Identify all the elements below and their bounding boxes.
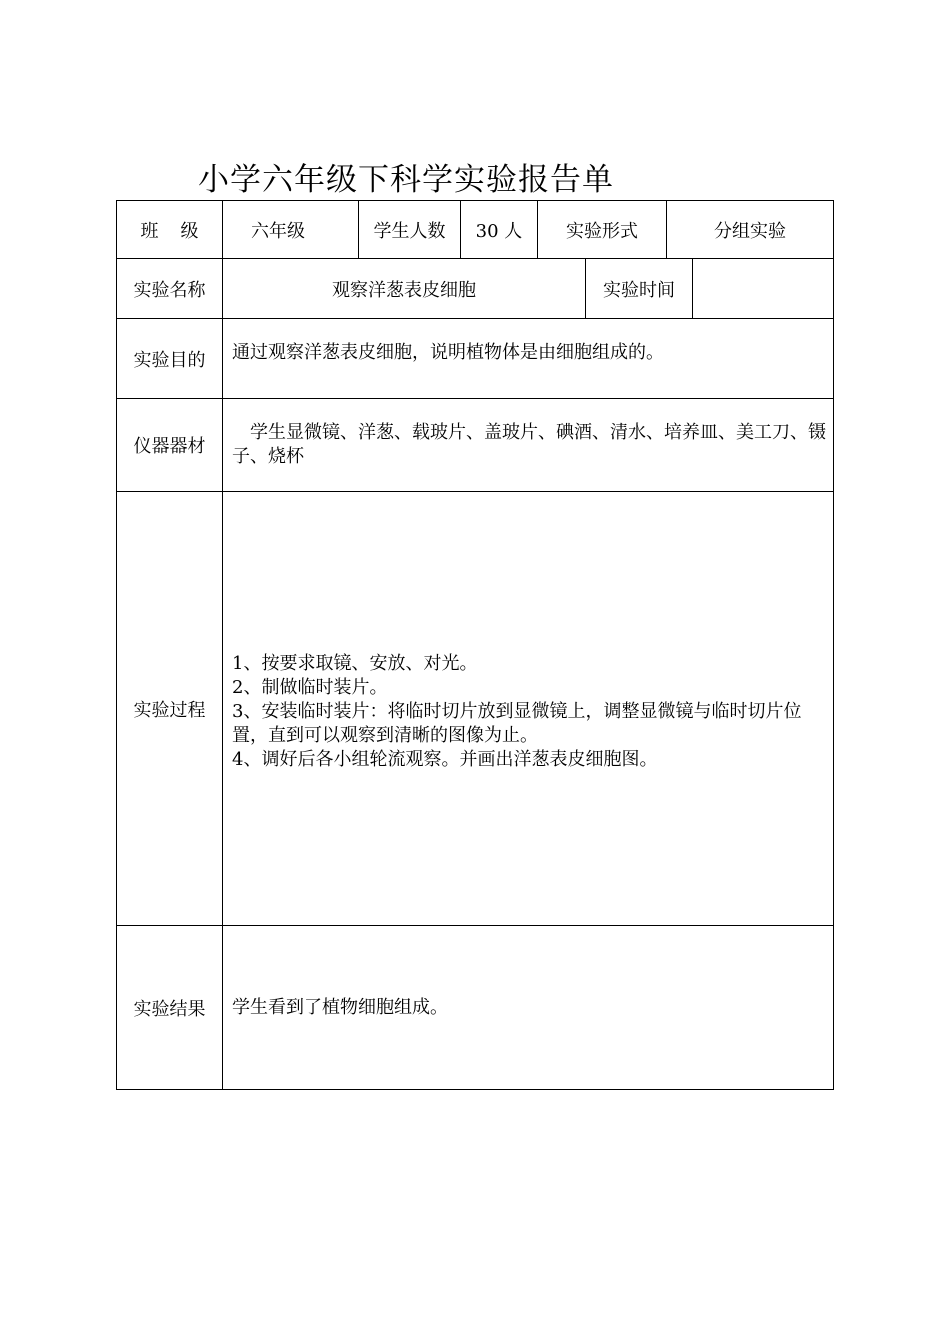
students-label-text: 学生人数: [373, 220, 446, 242]
name-value-text: 观察洋葱表皮细胞: [332, 279, 476, 301]
process-label: [117, 492, 223, 925]
class-value-text: 六年级: [251, 220, 305, 242]
equipment-label: [117, 399, 223, 491]
class-label-char-1: 班: [140, 220, 159, 242]
time-label: [586, 259, 693, 318]
equipment-line-2: 子、烧杯: [232, 446, 304, 467]
time-label-text: 实验时间: [603, 279, 675, 301]
row-equipment: [117, 399, 833, 492]
name-label: [117, 259, 223, 318]
result-content: [223, 926, 833, 1089]
row-class-info: [117, 201, 833, 259]
form-value: [667, 201, 833, 258]
process-step: 4、调好后各小组轮流观察。并画出洋葱表皮细胞图。: [232, 748, 658, 770]
process-step: 1、按要求取镜、安放、对光。: [232, 652, 478, 674]
row-result: [117, 926, 833, 1089]
row-process: [117, 492, 833, 926]
page-title: 小学六年级下科学实验报告单: [198, 162, 614, 198]
process-label-text: 实验过程: [133, 699, 206, 721]
name-value: [223, 259, 586, 318]
class-label: [117, 201, 223, 258]
equipment-line-1: [232, 421, 827, 445]
name-label-text: 实验名称: [133, 279, 206, 301]
process-step: 3、安装临时装片：将临时切片放到显微镜上，调整显微镜与临时切片位: [232, 700, 802, 722]
students-value-text: 30 人: [475, 220, 523, 242]
time-value: [693, 259, 833, 318]
row-experiment-name: [117, 259, 833, 319]
form-label: [538, 201, 667, 258]
result-label: [117, 926, 223, 1089]
class-value: [223, 201, 359, 258]
students-label: [359, 201, 461, 258]
form-label-text: 实验形式: [566, 220, 638, 242]
equipment-line-1-text: 学生显微镜、洋葱、载玻片、盖玻片、碘酒、清水、培养皿、美工刀、镊: [250, 422, 826, 443]
process-step: 置，直到可以观察到清晰的图像为止。: [232, 724, 538, 746]
purpose-text: 通过观察洋葱表皮细胞，说明植物体是由细胞组成的。: [232, 342, 664, 363]
result-text: 学生看到了植物细胞组成。: [232, 996, 448, 1018]
purpose-label: [117, 319, 223, 398]
process-step: 2、制做临时装片。: [232, 676, 388, 698]
purpose-label-text: 实验目的: [133, 349, 206, 371]
equipment-label-text: 仪器器材: [133, 436, 206, 457]
class-label-char-2: 级: [180, 220, 199, 242]
form-value-text: 分组实验: [714, 220, 786, 242]
purpose-content: [223, 319, 833, 398]
report-table: [116, 200, 834, 1090]
process-content: [223, 492, 833, 925]
students-value: [461, 201, 538, 258]
equipment-content: [223, 399, 833, 491]
result-label-text: 实验结果: [133, 998, 206, 1020]
row-purpose: [117, 319, 833, 399]
